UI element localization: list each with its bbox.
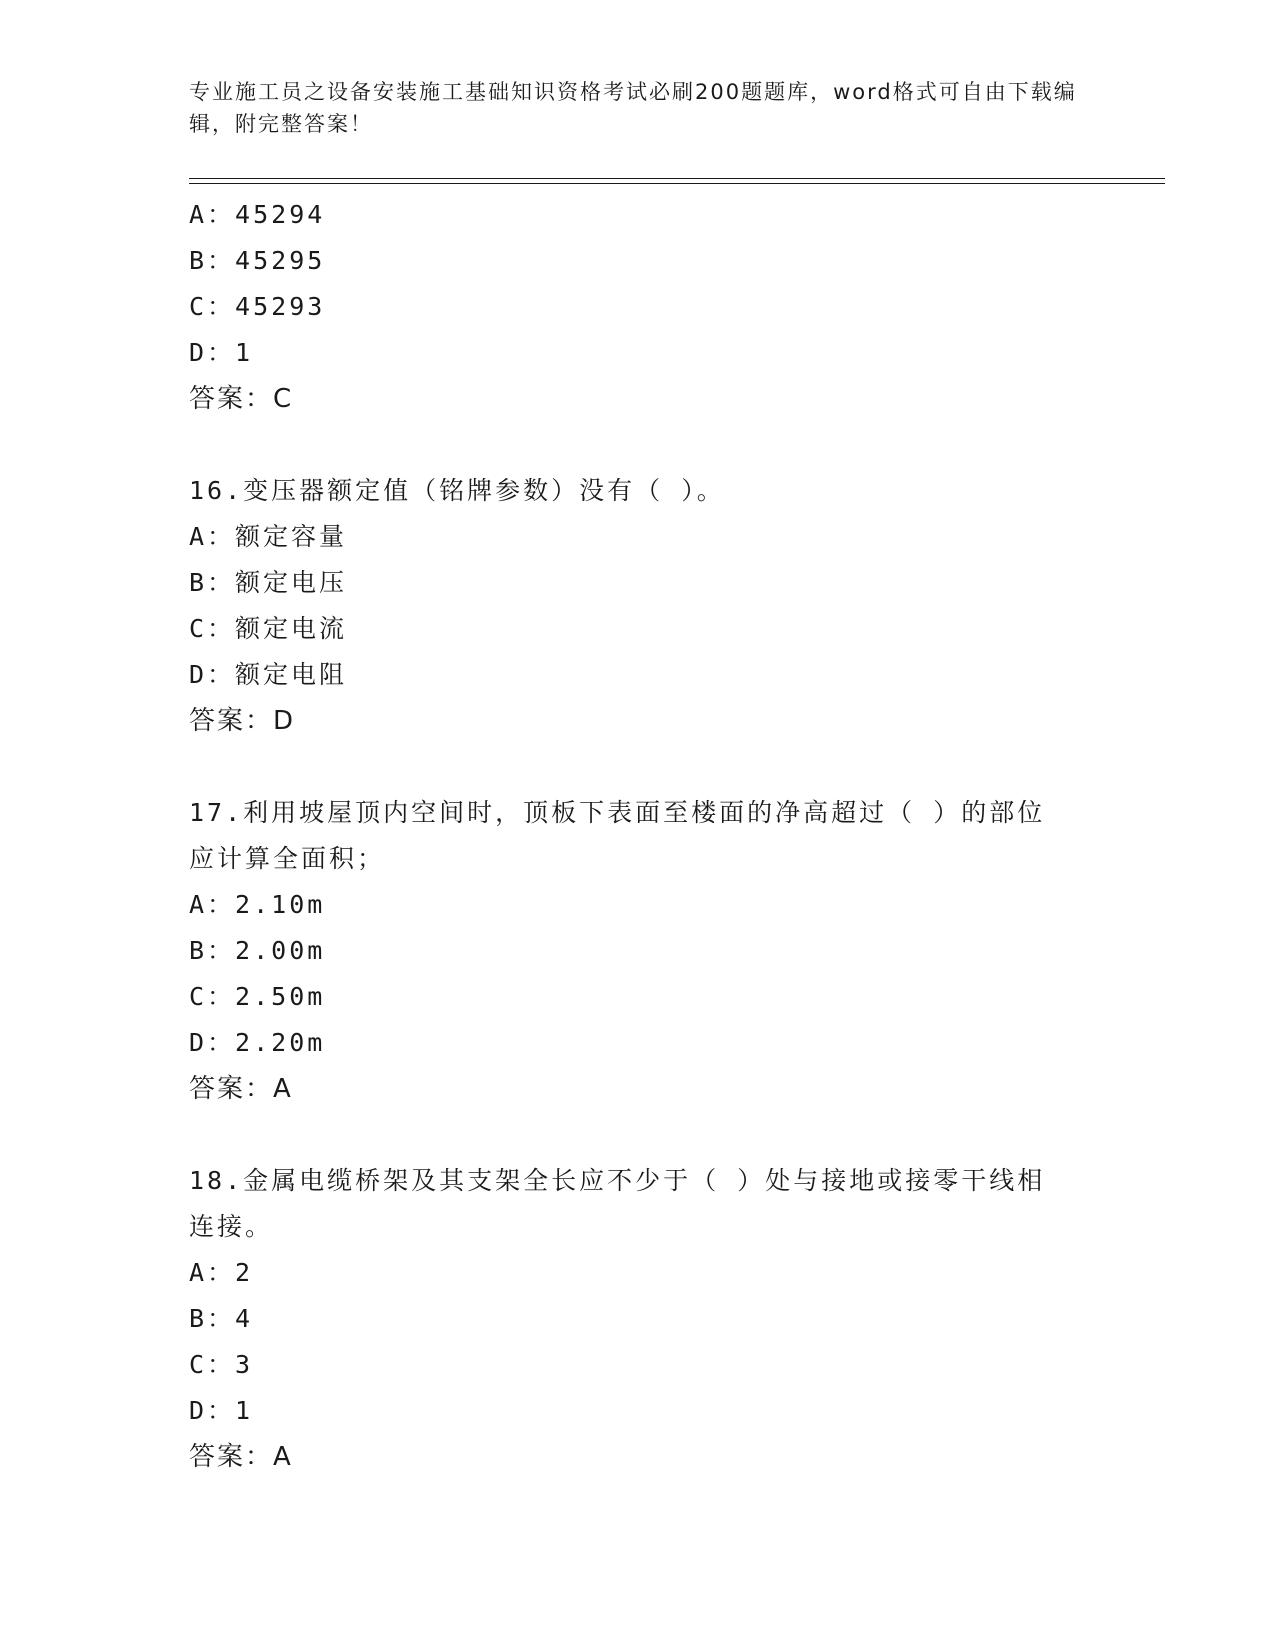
- option-a: A：2.10m: [189, 890, 326, 919]
- option-d: D：额定电阻: [189, 660, 348, 689]
- answer-line: 答案：A: [189, 1074, 293, 1104]
- question-block-17: [189, 790, 1089, 1112]
- document-header: [189, 76, 1089, 140]
- option-c: C：额定电流: [189, 614, 348, 643]
- option-c: C：3: [189, 1350, 254, 1379]
- header-rule-bottom: [189, 183, 1165, 184]
- option-a: A：2: [189, 1258, 254, 1287]
- question-text: 18.金属电缆桥架及其支架全长应不少于（ ）处与接地或接零干线相连接。: [189, 1166, 1046, 1241]
- option-c: C：45293: [189, 292, 326, 321]
- option-a: A：额定容量: [189, 522, 348, 551]
- option-c: C：2.50m: [189, 982, 326, 1011]
- option-d: D：1: [189, 338, 254, 367]
- option-d: D：2.20m: [189, 1028, 326, 1057]
- answer-line: 答案：D: [189, 706, 296, 736]
- option-b: B：45295: [189, 246, 326, 275]
- spacer: [189, 1112, 1089, 1158]
- question-text: 16.变压器额定值（铭牌参数）没有（ ）。: [189, 476, 725, 505]
- answer-line: 答案：C: [189, 384, 294, 414]
- spacer: [189, 744, 1089, 790]
- question-block-18: [189, 1158, 1089, 1480]
- document-title: 专业施工员之设备安装施工基础知识资格考试必刷200题题库，word格式可自由下载编辑，附完整答案！: [189, 80, 1077, 136]
- spacer: [189, 422, 1089, 468]
- header-rule-top: [189, 178, 1165, 179]
- question-text: 17.利用坡屋顶内空间时，顶板下表面至楼面的净高超过（ ）的部位应计算全面积；: [189, 798, 1046, 873]
- answer-line: 答案：A: [189, 1442, 293, 1472]
- question-block-16: [189, 468, 1089, 744]
- option-b: B：4: [189, 1304, 254, 1333]
- question-block-15: [189, 192, 1089, 422]
- option-a: A：45294: [189, 200, 326, 229]
- option-b: B：额定电压: [189, 568, 348, 597]
- option-d: D：1: [189, 1396, 254, 1425]
- option-b: B：2.00m: [189, 936, 326, 965]
- document-body: [189, 192, 1089, 1480]
